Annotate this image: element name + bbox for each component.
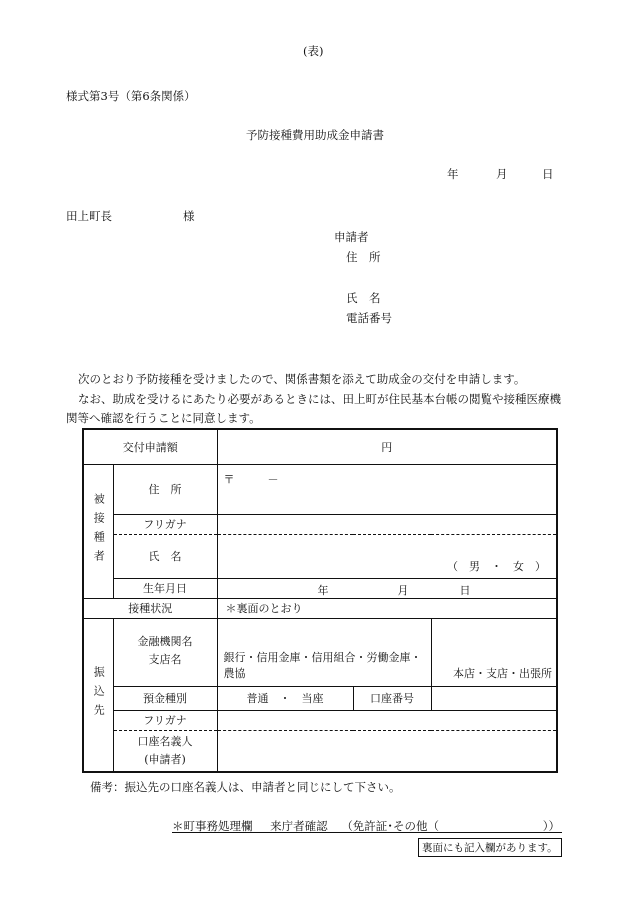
branch-field[interactable]	[431, 618, 557, 686]
branch-types: 本店・支店・出張所	[453, 666, 553, 680]
holder-label: 口座名義人 (申請者)	[113, 730, 217, 772]
postal-code: 〒 －	[223, 472, 279, 486]
recipient-furigana-label: フリガナ	[113, 514, 217, 534]
visitor-check-label: 来庁者確認	[270, 819, 328, 833]
bank-types: 銀行・信用金庫・信用組合・労働金庫・農協	[223, 650, 422, 680]
recipient-furigana-field[interactable]	[217, 514, 557, 534]
recipient-name-label: 氏 名	[113, 534, 217, 578]
dob-year: 年	[317, 583, 329, 597]
dob-day: 日	[459, 583, 471, 597]
holder-furigana-label: フリガナ	[113, 710, 217, 730]
dob-label: 生年月日	[113, 578, 217, 598]
form-number: 様式第3号（第6条関係）	[66, 89, 196, 103]
addressee-honorific: 様	[183, 209, 195, 223]
office-use-line	[172, 818, 562, 833]
back-side-notice: 裏面にも記入欄があります。	[418, 838, 562, 857]
amount-field[interactable]: 円	[217, 429, 557, 464]
holder-furigana-field[interactable]	[217, 710, 557, 730]
account-number-field[interactable]	[431, 686, 557, 710]
status-label: 接種状況	[83, 598, 217, 618]
date-month: 月	[496, 167, 508, 181]
amount-label: 交付申請額	[83, 429, 217, 464]
recipient-address-label: 住 所	[113, 464, 217, 514]
date-day: 日	[542, 167, 554, 181]
recipient-group-label: 被接種者	[83, 464, 113, 598]
gender-select[interactable]: （ 男 ・ 女 ）	[447, 559, 547, 573]
id-type-close: ））	[542, 819, 560, 833]
remarks-note: 備考：振込先の口座名義人は、申請者と同じにして下さい。	[90, 780, 401, 794]
applicant-address-label: 住 所	[346, 250, 381, 264]
dob-month: 月	[397, 583, 409, 597]
document-title: 予防接種費用助成金申請書	[246, 128, 384, 142]
body-paragraph-1: 次のとおり予防接種を受けましたので、関係書類を添えて助成金の交付を申請します。	[78, 372, 526, 386]
office-use-label: ＊町事務処理欄	[172, 819, 253, 833]
body-paragraph-2-line-1: なお、助成を受けるにあたり必要があるときには、田上町が住民基本台帳の閲覧や接種医療機	[78, 392, 561, 406]
applicant-name-label: 氏 名	[346, 291, 381, 305]
side-label: (表)	[303, 44, 324, 58]
holder-name-field[interactable]	[217, 730, 557, 772]
status-value: ＊裏面のとおり	[217, 598, 557, 618]
account-type-select[interactable]: 普通 ・ 当座	[217, 686, 353, 710]
bank-field[interactable]	[217, 618, 431, 686]
bank-label: 金融機関名 支店名	[113, 618, 217, 686]
dob-field[interactable]	[217, 578, 557, 598]
application-table	[82, 428, 558, 773]
account-number-label: 口座番号	[353, 686, 431, 710]
recipient-address-field[interactable]	[217, 464, 557, 514]
body-paragraph-2-line-2: 関等へ確認を行うことに同意します。	[66, 411, 261, 425]
id-type-open: （免許証･その他（	[341, 819, 440, 833]
addressee-name: 田上町長	[66, 209, 112, 223]
recipient-name-field[interactable]	[217, 534, 557, 578]
transfer-group-label: 振込先	[83, 618, 113, 772]
account-type-label: 預金種別	[113, 686, 217, 710]
applicant-label: 申請者	[334, 230, 369, 244]
applicant-phone-label: 電話番号	[346, 311, 392, 325]
date-year: 年	[447, 167, 459, 181]
